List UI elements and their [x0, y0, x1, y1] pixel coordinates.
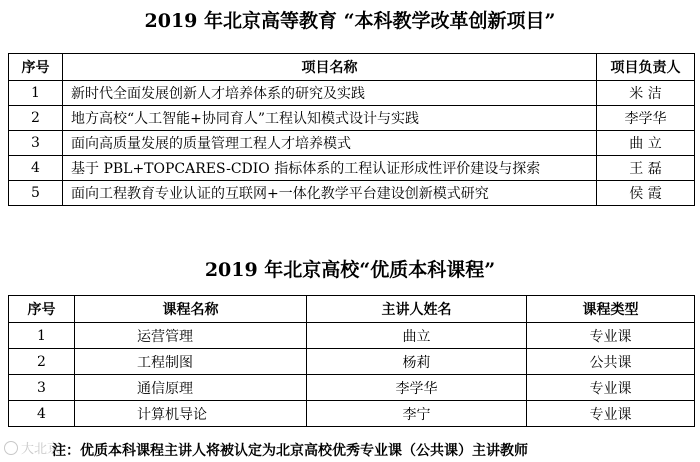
row-project-name: 面向工程教育专业认证的互联网+一体化教学平台建设创新模式研究 [63, 181, 597, 206]
row-course-type: 公共课 [527, 349, 695, 375]
row-course-name: 计算机导论 [75, 401, 307, 427]
table-row [9, 131, 695, 156]
header-teacher-name: 主讲人姓名 [307, 296, 527, 323]
header-course-name: 课程名称 [75, 296, 307, 323]
table-header-row [9, 54, 695, 81]
row-course-type: 专业课 [527, 401, 695, 427]
row-no: 2 [9, 349, 75, 375]
row-leader: 米 洁 [597, 81, 695, 106]
header-no: 序号 [9, 296, 75, 323]
row-no: 5 [9, 181, 63, 206]
row-leader: 侯 霞 [597, 181, 695, 206]
row-teacher: 曲立 [307, 323, 527, 349]
table-row [9, 156, 695, 181]
row-no: 3 [9, 131, 63, 156]
row-leader: 曲 立 [597, 131, 695, 156]
table-row [9, 181, 695, 206]
header-no: 序号 [9, 54, 63, 81]
reform-projects-table [8, 53, 695, 206]
table-header-row [9, 296, 695, 323]
watermark-logo-icon [4, 441, 18, 455]
row-course-type: 专业课 [527, 375, 695, 401]
row-leader: 李学华 [597, 106, 695, 131]
footnote: 注：优质本科课程主讲人将被认定为北京高校优秀专业课（公共课）主讲教师 [52, 443, 528, 459]
header-project-name: 项目名称 [63, 54, 597, 81]
row-course-name: 运营管理 [75, 323, 307, 349]
row-project-name: 新时代全面发展创新人才培养体系的研究及实践 [63, 81, 597, 106]
row-no: 1 [9, 323, 75, 349]
table-row [9, 323, 695, 349]
table-row [9, 106, 695, 131]
row-no: 4 [9, 401, 75, 427]
row-no: 2 [9, 106, 63, 131]
row-no: 3 [9, 375, 75, 401]
reform-projects-title: 2019 年北京高等教育 “本科教学改革创新项目” [144, 10, 556, 32]
table-row [9, 81, 695, 106]
quality-courses-title: 2019 年北京高校“优质本科课程” [204, 259, 496, 281]
table-row [9, 349, 695, 375]
table-row [9, 375, 695, 401]
table-row [9, 401, 695, 427]
row-course-name: 通信原理 [75, 375, 307, 401]
row-project-name: 地方高校“人工智能+协同育人”工程认知模式设计与实践 [63, 106, 597, 131]
row-leader: 王 磊 [597, 156, 695, 181]
quality-courses-table [8, 295, 695, 427]
row-project-name: 面向高质量发展的质量管理工程人才培养模式 [63, 131, 597, 156]
row-course-type: 专业课 [527, 323, 695, 349]
watermark-text: 大北京 [21, 442, 61, 457]
row-teacher: 李学华 [307, 375, 527, 401]
row-project-name: 基于 PBL+TOPCARES-CDIO 指标体系的工程认证形成性评价建设与探索 [63, 156, 597, 181]
row-teacher: 杨莉 [307, 349, 527, 375]
row-no: 4 [9, 156, 63, 181]
row-teacher: 李宁 [307, 401, 527, 427]
row-course-name: 工程制图 [75, 349, 307, 375]
row-no: 1 [9, 81, 63, 106]
header-course-type: 课程类型 [527, 296, 695, 323]
header-project-leader: 项目负责人 [597, 54, 695, 81]
